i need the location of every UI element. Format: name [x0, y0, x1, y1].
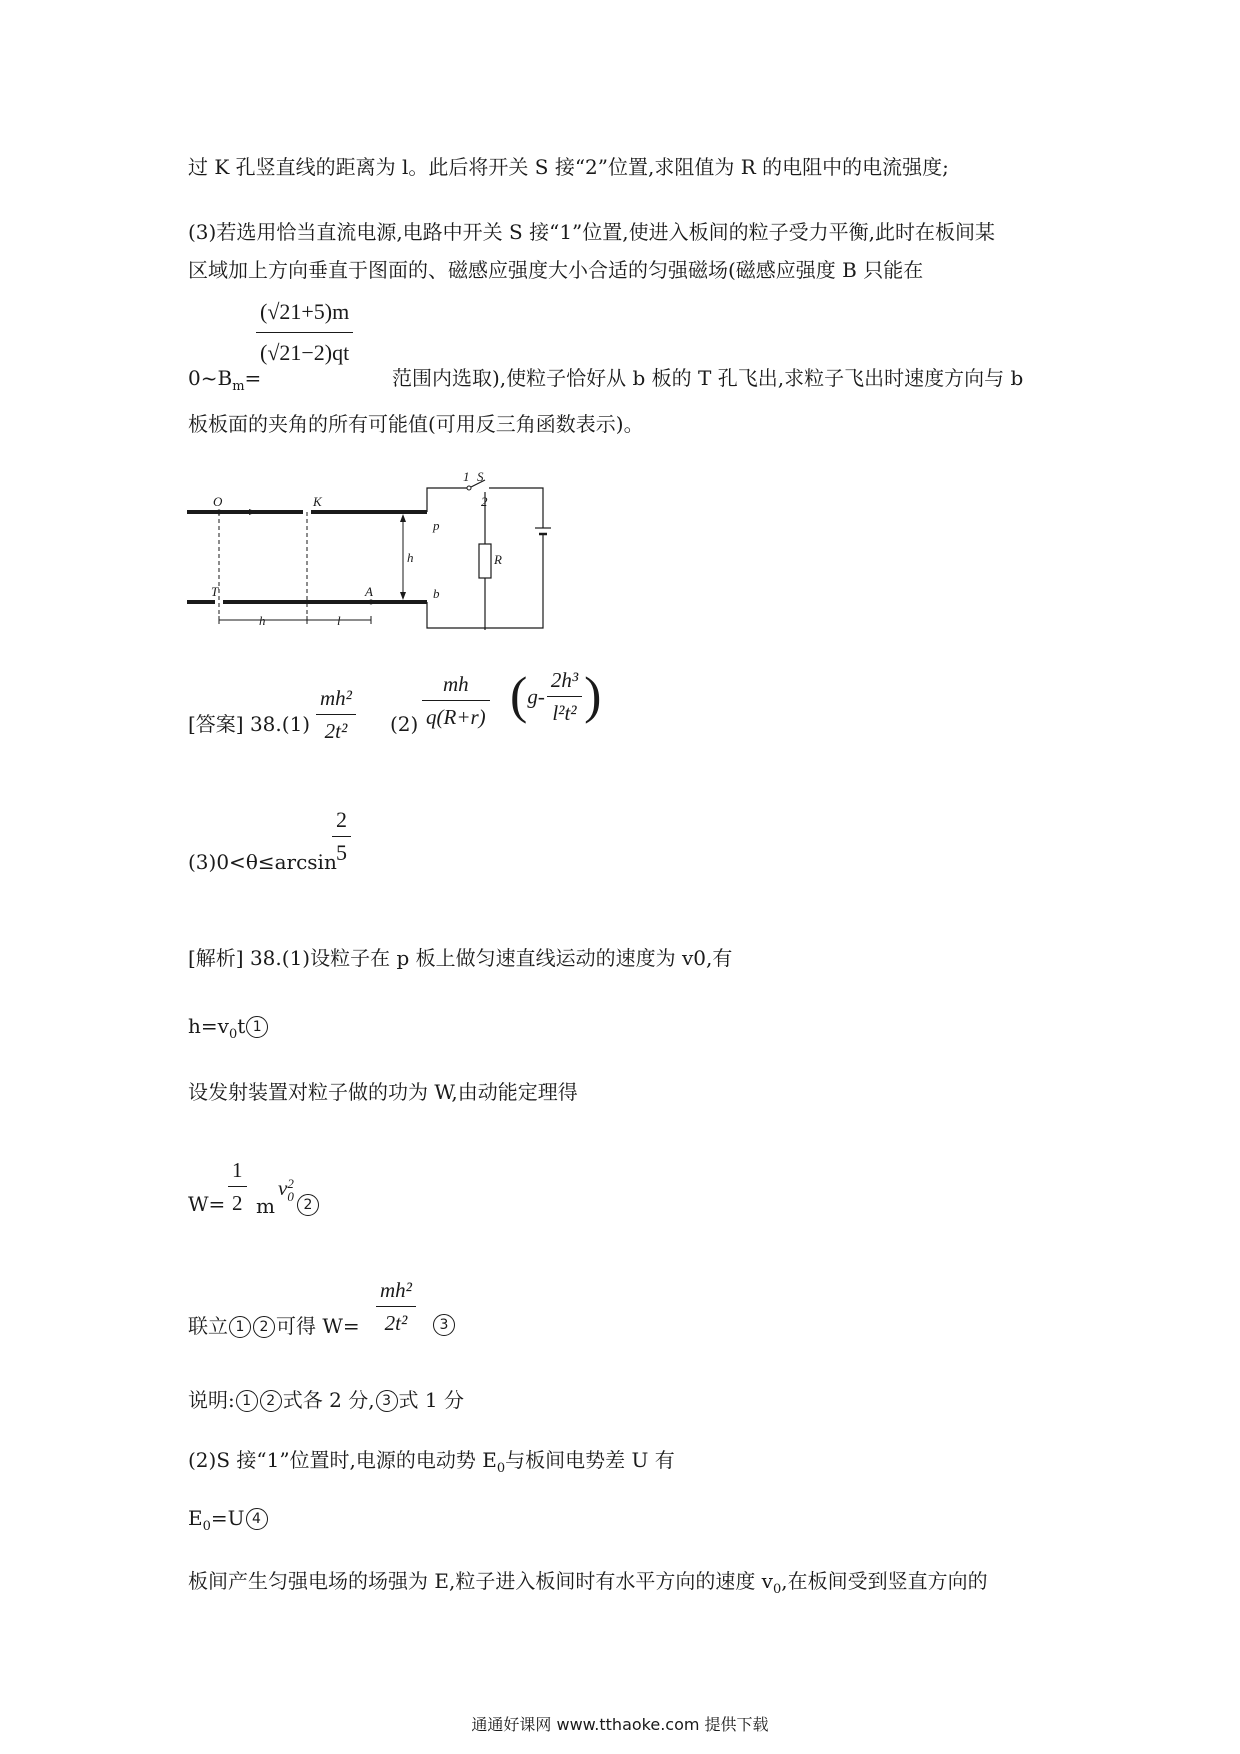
- circled-note-2: 2: [260, 1390, 282, 1412]
- circled-number-3: 3: [433, 1314, 455, 1336]
- plates-circuit-diagram: [185, 470, 555, 630]
- answer-3-denominator: 5: [336, 840, 347, 865]
- page-footer: 通通好课网 www.tthaoke.com 提供下载: [471, 1715, 769, 1734]
- answer-2-inner-denominator: l²t²: [552, 701, 577, 725]
- label-p: p: [433, 518, 440, 533]
- circled-note-1: 1: [236, 1390, 258, 1412]
- text-line-1: 过 K 孔竖直线的距离为 l。此后将开关 S 接“2”位置,求阻值为 R 的电阻中的电流强度;: [188, 155, 949, 179]
- eq3-numerator: mh²: [376, 1276, 416, 1307]
- text-line-3: 区域加上方向垂直于图面的、磁感应强度大小合适的匀强磁场(磁感应强度 B 只能在: [188, 258, 924, 282]
- answer-2-g: g-: [527, 684, 545, 709]
- eq3-prefix: 联立 1 2 可得 W=: [188, 1314, 360, 1338]
- circled-ref-1: 1: [229, 1316, 251, 1338]
- eq2-w: W=: [188, 1192, 226, 1216]
- answer-1-fraction: [316, 684, 356, 745]
- solution-eq-4: $E_0=U$ 4: [188, 1504, 269, 1541]
- solution-line-7: (2)S 接“1”位置时,电源的电动势 $E_0$与板间电势差 U 有: [188, 1448, 675, 1476]
- solution-eq-1: [188, 1012, 269, 1049]
- answer-3-numerator: 2: [332, 806, 351, 837]
- eq2-half-fraction: [228, 1156, 247, 1217]
- bm-numerator: (√21+5)m: [256, 298, 353, 333]
- circled-note-3: 3: [376, 1390, 398, 1412]
- label-R: R: [494, 552, 502, 567]
- eq1-left: h=v: [188, 1014, 229, 1038]
- label-switch-1: 1: [463, 470, 470, 484]
- label-l: l: [337, 613, 341, 628]
- label-b: b: [433, 586, 440, 601]
- eq2-v0-squared: v 2 0: [278, 1176, 294, 1205]
- eq1-rest: t: [237, 1014, 246, 1038]
- circled-ref-2: 2: [253, 1316, 275, 1338]
- label-S: S: [477, 470, 484, 484]
- label-K: K: [313, 494, 322, 509]
- eq2-m: m: [256, 1194, 275, 1218]
- answer-2-numerator: mh: [422, 670, 490, 701]
- text-line-4: 范围内选取),使粒子恰好从 b 板的 T 孔飞出,求粒子飞出时速度方向与 b: [392, 366, 1024, 390]
- answer-2-inner-numerator: 2h³: [547, 666, 582, 697]
- text-line-5: 板板面的夹角的所有可能值(可用反三角函数表示)。: [188, 412, 644, 436]
- label-h-vertical: h: [407, 550, 414, 565]
- label-A: A: [365, 584, 373, 599]
- circled-number-4: 4: [246, 1508, 268, 1530]
- bm-denominator: (√21−2)qt: [260, 340, 350, 365]
- solution-line-9: 板间产生匀强电场的场强为 E,粒子进入板间时有水平方向的速度 $v_0$,在板间受到竖直方向的: [188, 1569, 988, 1597]
- solution-note: 说明: 1 2 式各 2 分, 3 式 1 分: [188, 1388, 464, 1412]
- answer-3-fraction: [332, 806, 351, 867]
- solution-line-1: [解析] 38.(1)设粒子在 p 板上做匀速直线运动的速度为 v0,有: [188, 946, 733, 970]
- bm-fraction: [256, 298, 353, 367]
- eq3-denominator: 2t²: [384, 1311, 408, 1335]
- label-switch-2: 2: [481, 494, 488, 509]
- circled-number-1: 1: [246, 1016, 268, 1038]
- answer-2-denominator: q(R+r): [426, 705, 486, 729]
- answer-1-denominator: 2t²: [324, 719, 348, 743]
- answer-2-label: (2): [390, 712, 419, 736]
- answer-2-fraction: [422, 670, 490, 731]
- answer-prefix: [答案] 38.(1): [188, 712, 311, 736]
- eq2-numerator: 1: [228, 1156, 247, 1187]
- label-O: O: [213, 494, 223, 509]
- answer-1-numerator: mh²: [316, 684, 356, 715]
- eq1-sub: 0: [228, 1027, 238, 1042]
- solution-line-3: 设发射装置对粒子做的功为 W,由动能定理得: [188, 1080, 578, 1104]
- label-h-horizontal: h: [259, 613, 266, 628]
- answer-2-paren-expression: (g- $\frac{\text{2h³}}{\text{l²t²}}$ ): [510, 667, 602, 725]
- answer-2-inner-fraction: [547, 666, 582, 727]
- bm-prefix: $0\sim B_m=$: [188, 366, 262, 394]
- eq3-fraction: [376, 1276, 416, 1337]
- label-T: T: [211, 584, 219, 599]
- answer-3-prefix: (3)0<θ≤arcsin: [188, 850, 337, 874]
- eq2-denominator: 2: [232, 1191, 243, 1215]
- text-line-2: (3)若选用恰当直流电源,电路中开关 S 接“1”位置,使进入板间的粒子受力平衡,此时在板间某: [188, 220, 995, 244]
- circled-number-2: 2: [297, 1194, 319, 1216]
